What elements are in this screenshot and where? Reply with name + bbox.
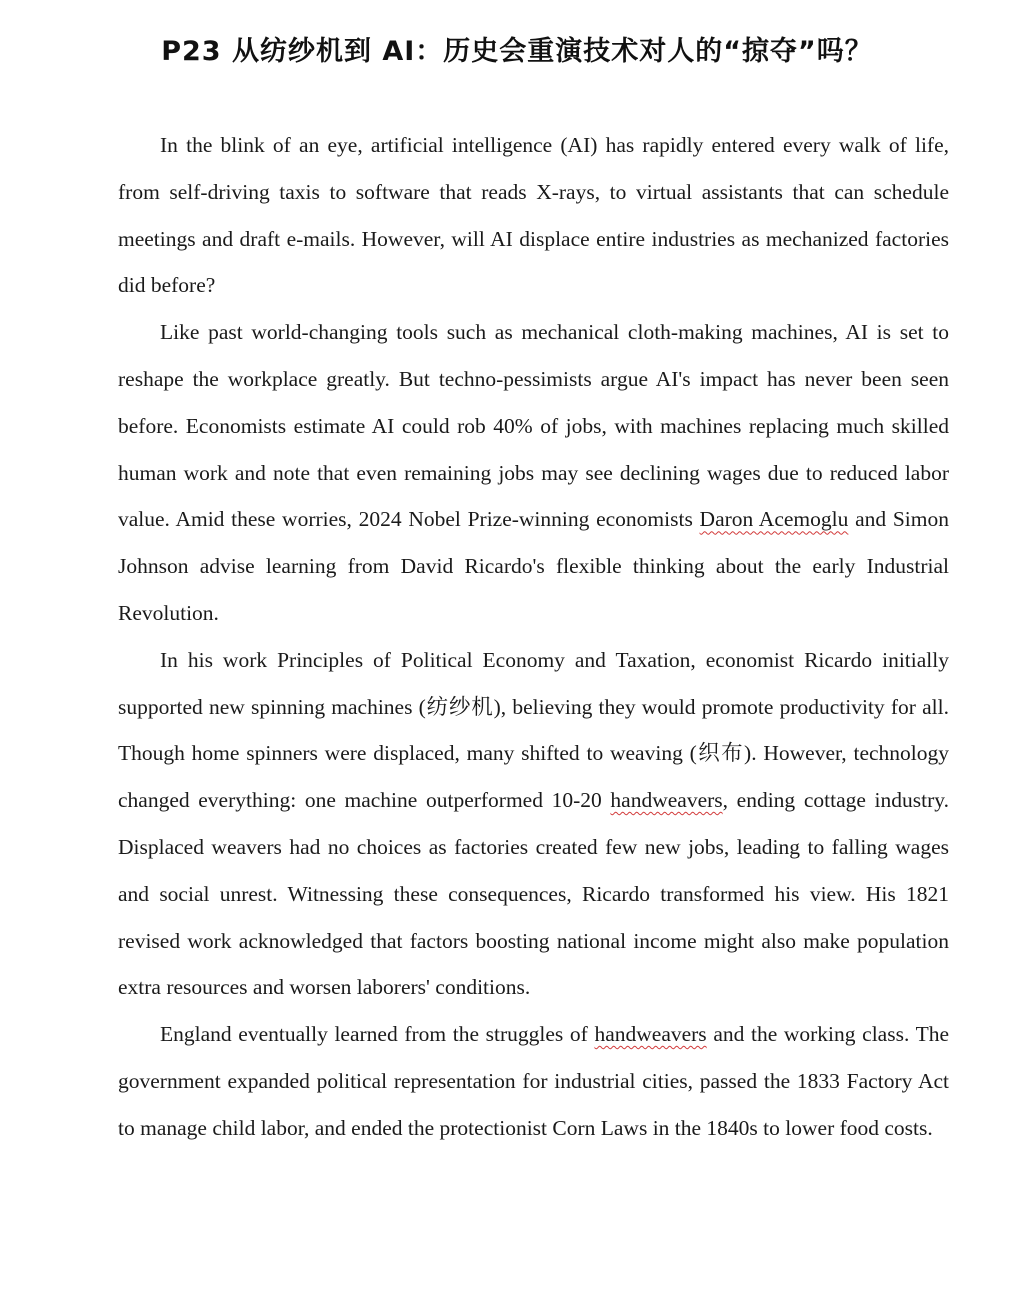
spellcheck-flagged-word: Daron Acemoglu [699, 507, 849, 532]
paragraph [118, 122, 949, 309]
paragraph-text: England eventually learned from the struggles of [160, 1022, 595, 1047]
paragraph [118, 1011, 949, 1151]
paragraph-text: , ending cottage industry. Displaced weavers had no choices as factories created few new jobs, leading to falling wages and social unrest. Witnessing these consequences, Ricardo transformed his view. His 1821 revised work acknowledged that factors boosting national income might also make population extra resources and worsen laborers' conditions. [118, 788, 949, 1000]
paragraph-text: and the working class. The government expanded political representation for industrial cities, passed the 1833 Factory Act to manage child labor, and ended the protectionist Corn Laws in the 1840s to lower food costs. [118, 1022, 949, 1140]
paragraph-text: and Simon Johnson advise learning from David Ricardo's flexible thinking about the early Industrial Revolution. [118, 507, 949, 625]
paragraph-text: Like past world-changing tools such as mechanical cloth-making machines, AI is set to reshape the workplace greatly. But techno-pessimists argue AI's impact has never been seen before. Economists estimate AI could rob 40% of jobs, with machines replacing much skilled human work and note that even remaining jobs may see declining wages due to reduced labor value. Amid these worries, 2024 Nobel Prize-winning economists [118, 320, 949, 532]
paragraph-text: In the blink of an eye, artificial intelligence (AI) has rapidly entered every walk of life, from self-driving taxis to software that reads X-rays, to virtual assistants that can schedule meetings and draft e-mails. However, will AI displace entire industries as mechanized factories did before? [118, 133, 949, 298]
article-body [118, 122, 949, 1152]
paragraph-text: In his work Principles of Political Economy and Taxation, economist Ricardo initially supported new spinning machines (纺纱机), believing they would promote productivity for all. Though home spinners were displaced, many shifted to weaving (织布). However, technology changed everything: one machine outperformed 10-20 [118, 647, 949, 813]
spellcheck-flagged-word: handweavers [594, 1022, 707, 1047]
page-title: P23 从纺纱机到 AI：历史会重演技术对人的“掠夺”吗？ [161, 36, 873, 67]
paragraph [118, 309, 949, 637]
spellcheck-flagged-word: handweavers [610, 788, 723, 813]
paragraph [118, 637, 949, 1011]
